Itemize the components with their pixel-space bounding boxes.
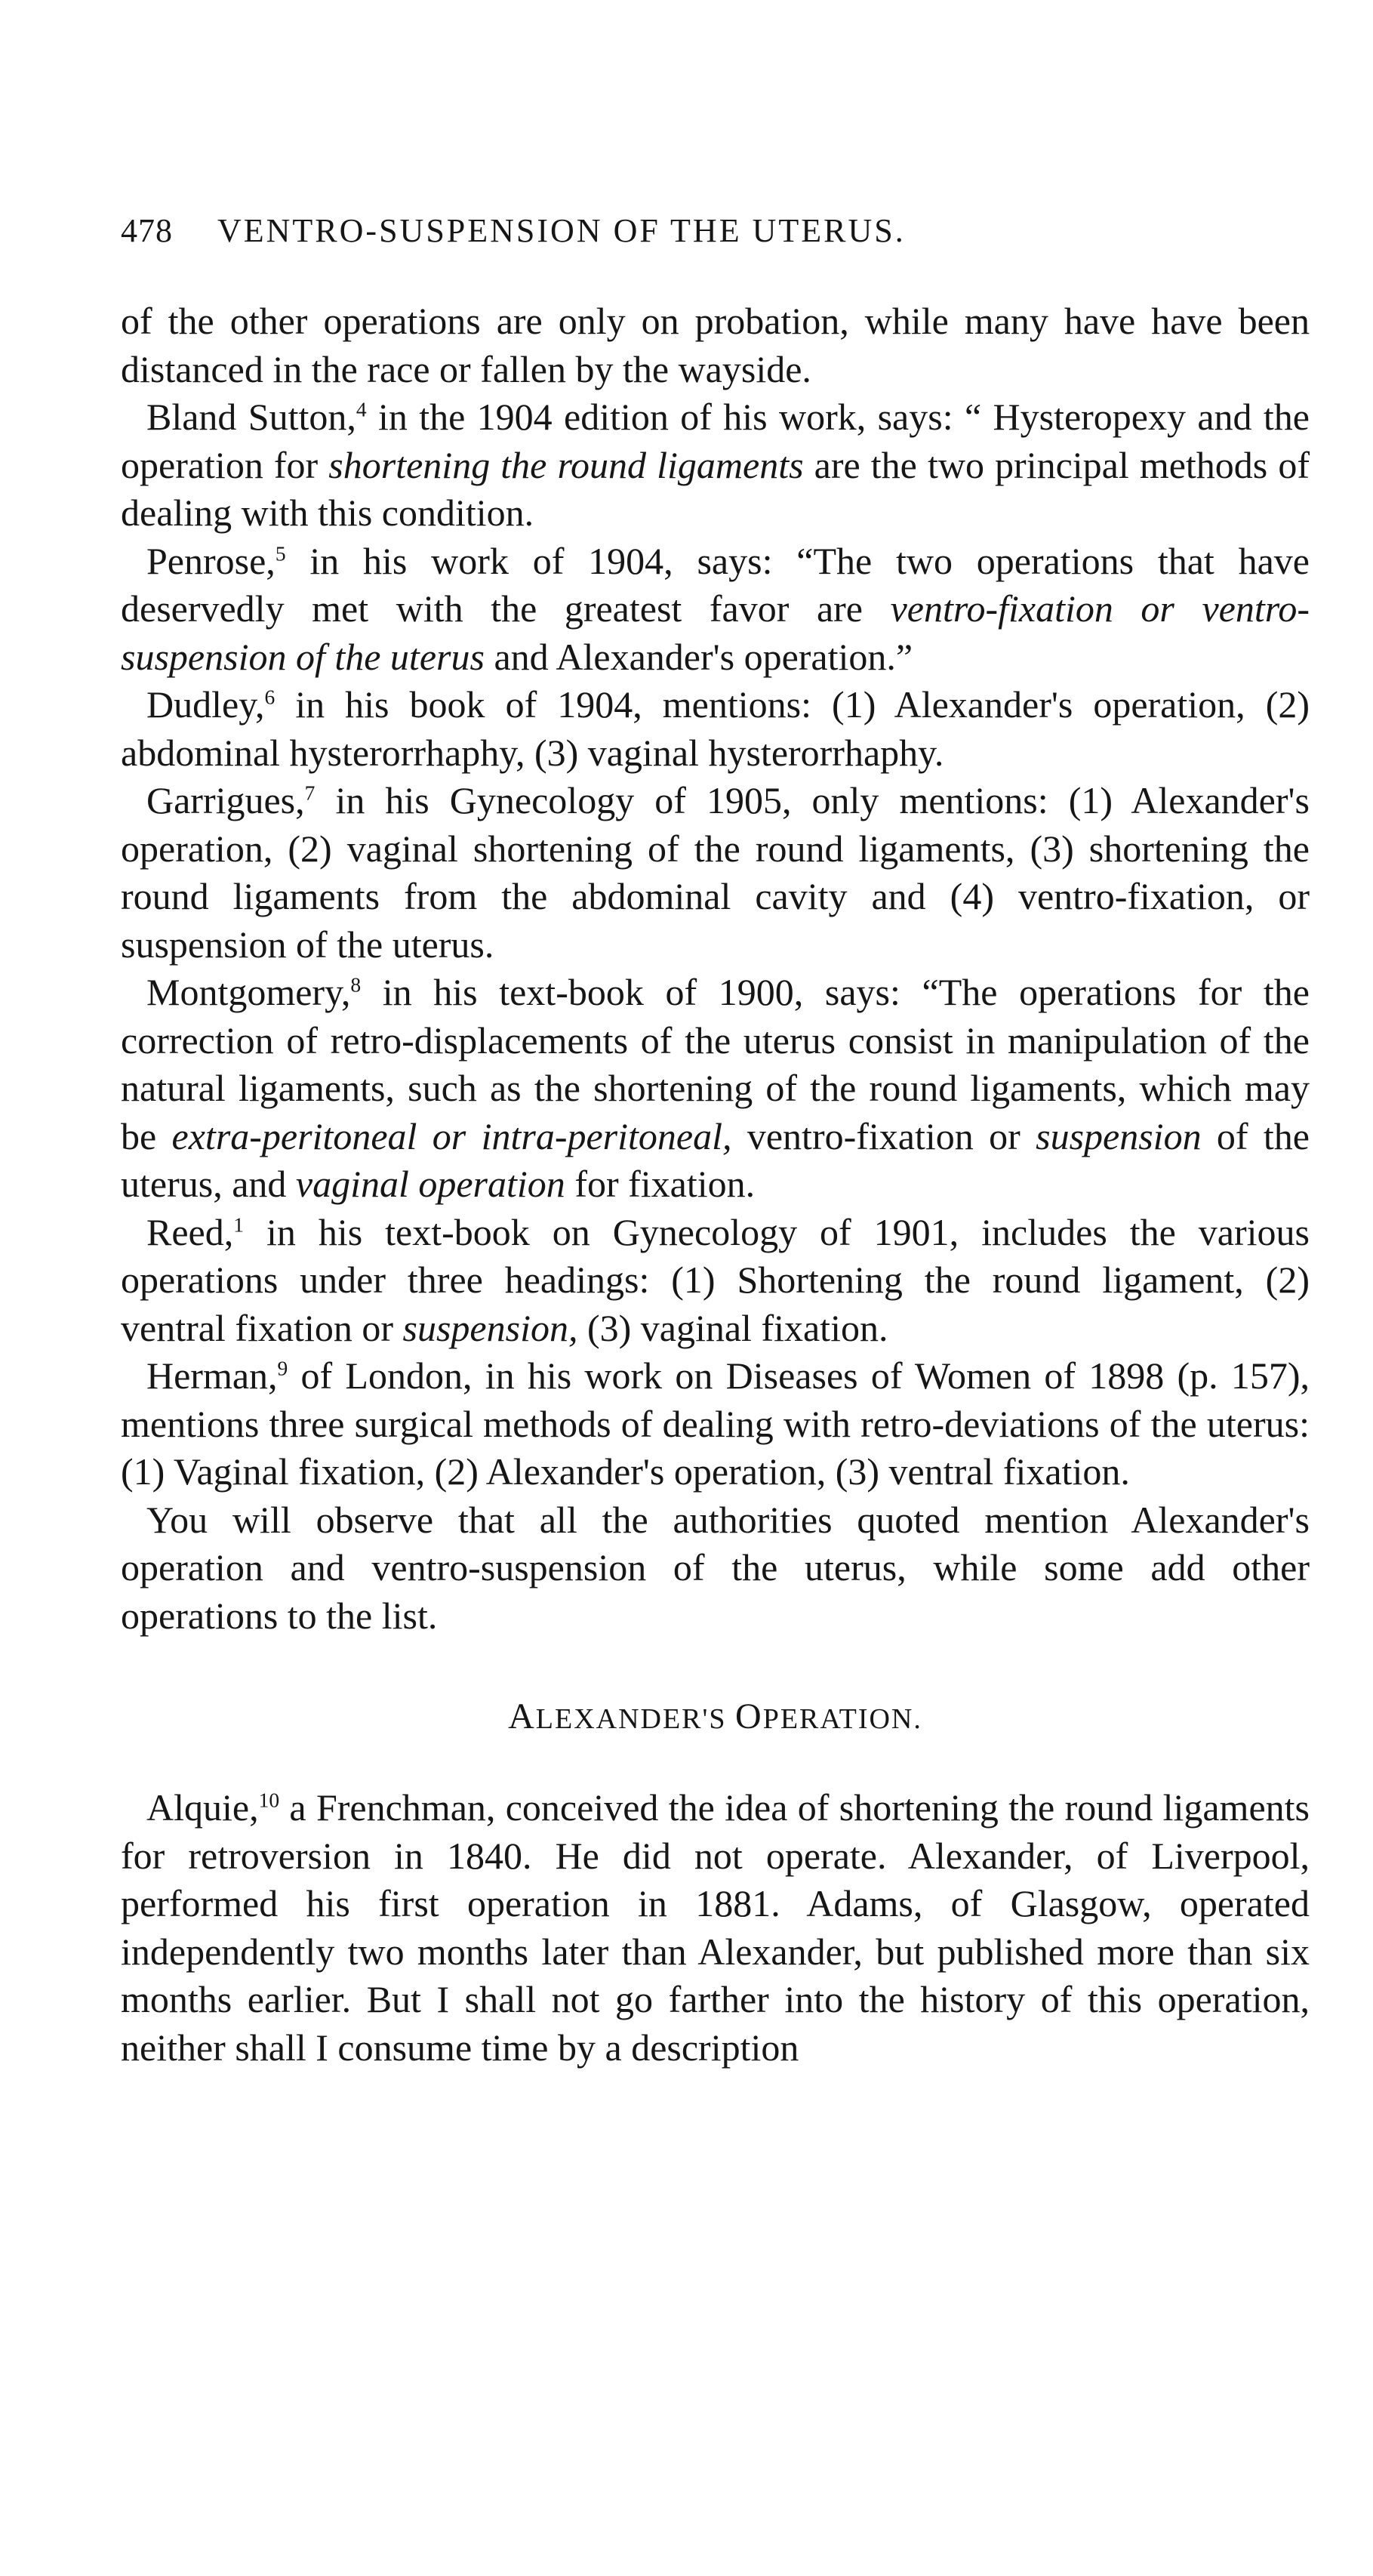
paragraph	[121, 297, 1310, 393]
text-run: Bland Sutton,	[146, 396, 356, 438]
text-run: for fixation.	[565, 1163, 756, 1205]
footnote-marker: 7	[304, 781, 316, 805]
paragraph	[121, 1209, 1310, 1353]
text-run: of the other operations are only on probation, while many have have been distanced in the race or fallen by the wayside.	[121, 300, 1310, 390]
footnote-marker: 5	[275, 541, 286, 565]
footnote-marker: 4	[356, 397, 367, 421]
italic-text: suspension,	[402, 1306, 578, 1349]
text-run: are the two principal methods of dealing with this condition.	[121, 443, 1310, 534]
text-run: and Alexander's operation.”	[484, 635, 913, 678]
paragraph	[121, 777, 1310, 969]
text-run: a Frenchman, conceived the idea of shortening the round ligaments for retroversion in 1840. He did not operate. Alexander, of Liverpool, performed his first operation in 1881. Adams, of Glasgow, operated independently two months later than Alexander, but published more than six months earlier. But I shall not go farther into the history of this operation, neither shall I consume time by a description	[121, 1786, 1310, 2069]
text-run: in his book of 1904, mentions: (1) Alexander's operation, (2) abdominal hysterorrhaphy, (3) vaginal hysterorrhaphy.	[121, 683, 1310, 774]
paragraph	[121, 1496, 1310, 1641]
paragraph	[121, 1352, 1310, 1496]
body-text	[121, 297, 1310, 1640]
paragraph	[121, 393, 1310, 538]
book-page	[121, 211, 1310, 2072]
running-title: VENTRO-SUSPENSION OF THE UTERUS.	[217, 212, 906, 249]
text-run: Reed,	[146, 1210, 234, 1253]
text-run: ventro-fixation or	[731, 1114, 1036, 1157]
text-run: in his text-book of 1900, says: “The operations for the correction of retro-displacements of the uterus consist in manipulation of the natural ligaments, such as the shortening of the round ligaments, which may be	[121, 971, 1310, 1157]
text-run: in his Gynecology of 1905, only mentions: (1) Alexander's operation, (2) vaginal shortening of the round ligaments, (3) shortening the round ligaments from the abdominal cavity and (4) ventro-fixation, or suspension of the uterus.	[121, 779, 1310, 966]
text-run: Herman,	[146, 1354, 278, 1397]
text-run: of the uterus, and	[121, 1114, 1310, 1205]
section-body-text	[121, 1784, 1310, 2072]
paragraph	[121, 1784, 1310, 2072]
text-run: Penrose,	[146, 539, 276, 582]
footnote-marker: 9	[277, 1356, 288, 1380]
text-run: Montgomery,	[146, 971, 351, 1013]
section-heading: ALEXANDER'S OPERATION.	[508, 1696, 922, 1736]
running-head	[121, 211, 1310, 264]
italic-text: shortening the round ligaments	[328, 443, 804, 486]
text-run: in his text-book on Gynecology of 1901, includes the various operations under three headings: (1) Shortening the round ligament, (2) ventral fixation or	[121, 1210, 1310, 1349]
footnote-marker: 10	[258, 1788, 280, 1812]
paragraph	[121, 969, 1310, 1209]
paragraph	[121, 538, 1310, 682]
text-run: (3) vaginal fixation.	[577, 1306, 888, 1349]
italic-text: suspension	[1036, 1114, 1202, 1157]
text-run: in his work of 1904, says: “The two operations that have deservedly met with the greatest favor are	[121, 539, 1310, 630]
text-run: Alquie,	[146, 1786, 259, 1829]
italic-text: vaginal operation	[295, 1163, 565, 1205]
italic-text: extra-peritoneal or intra-peritoneal,	[171, 1114, 732, 1157]
footnote-marker: 6	[264, 685, 276, 709]
text-run: You will observe that all the authorities quoted mention Alexander's operation and ventro-suspension of the uterus, while some add other operations to the list.	[121, 1498, 1310, 1637]
text-run: of London, in his work on Diseases of Women of 1898 (p. 157), mentions three surgical methods of dealing with retro-deviations of the uterus: (1) Vaginal fixation, (2) Alexander's operation, (3) ventral fixation.	[121, 1354, 1310, 1493]
text-run: in the 1904 edition of his work, says: “ Hysteropexy and the operation for	[121, 396, 1310, 486]
text-run: Dudley,	[146, 683, 265, 726]
italic-text: ventro-fixation or ventro-suspension of the uterus	[121, 587, 1310, 678]
paragraph	[121, 681, 1310, 777]
footnote-marker: 1	[233, 1212, 244, 1236]
text-run: Garrigues,	[146, 779, 305, 821]
footnote-marker: 8	[350, 972, 362, 997]
page-number: 478	[121, 212, 173, 249]
